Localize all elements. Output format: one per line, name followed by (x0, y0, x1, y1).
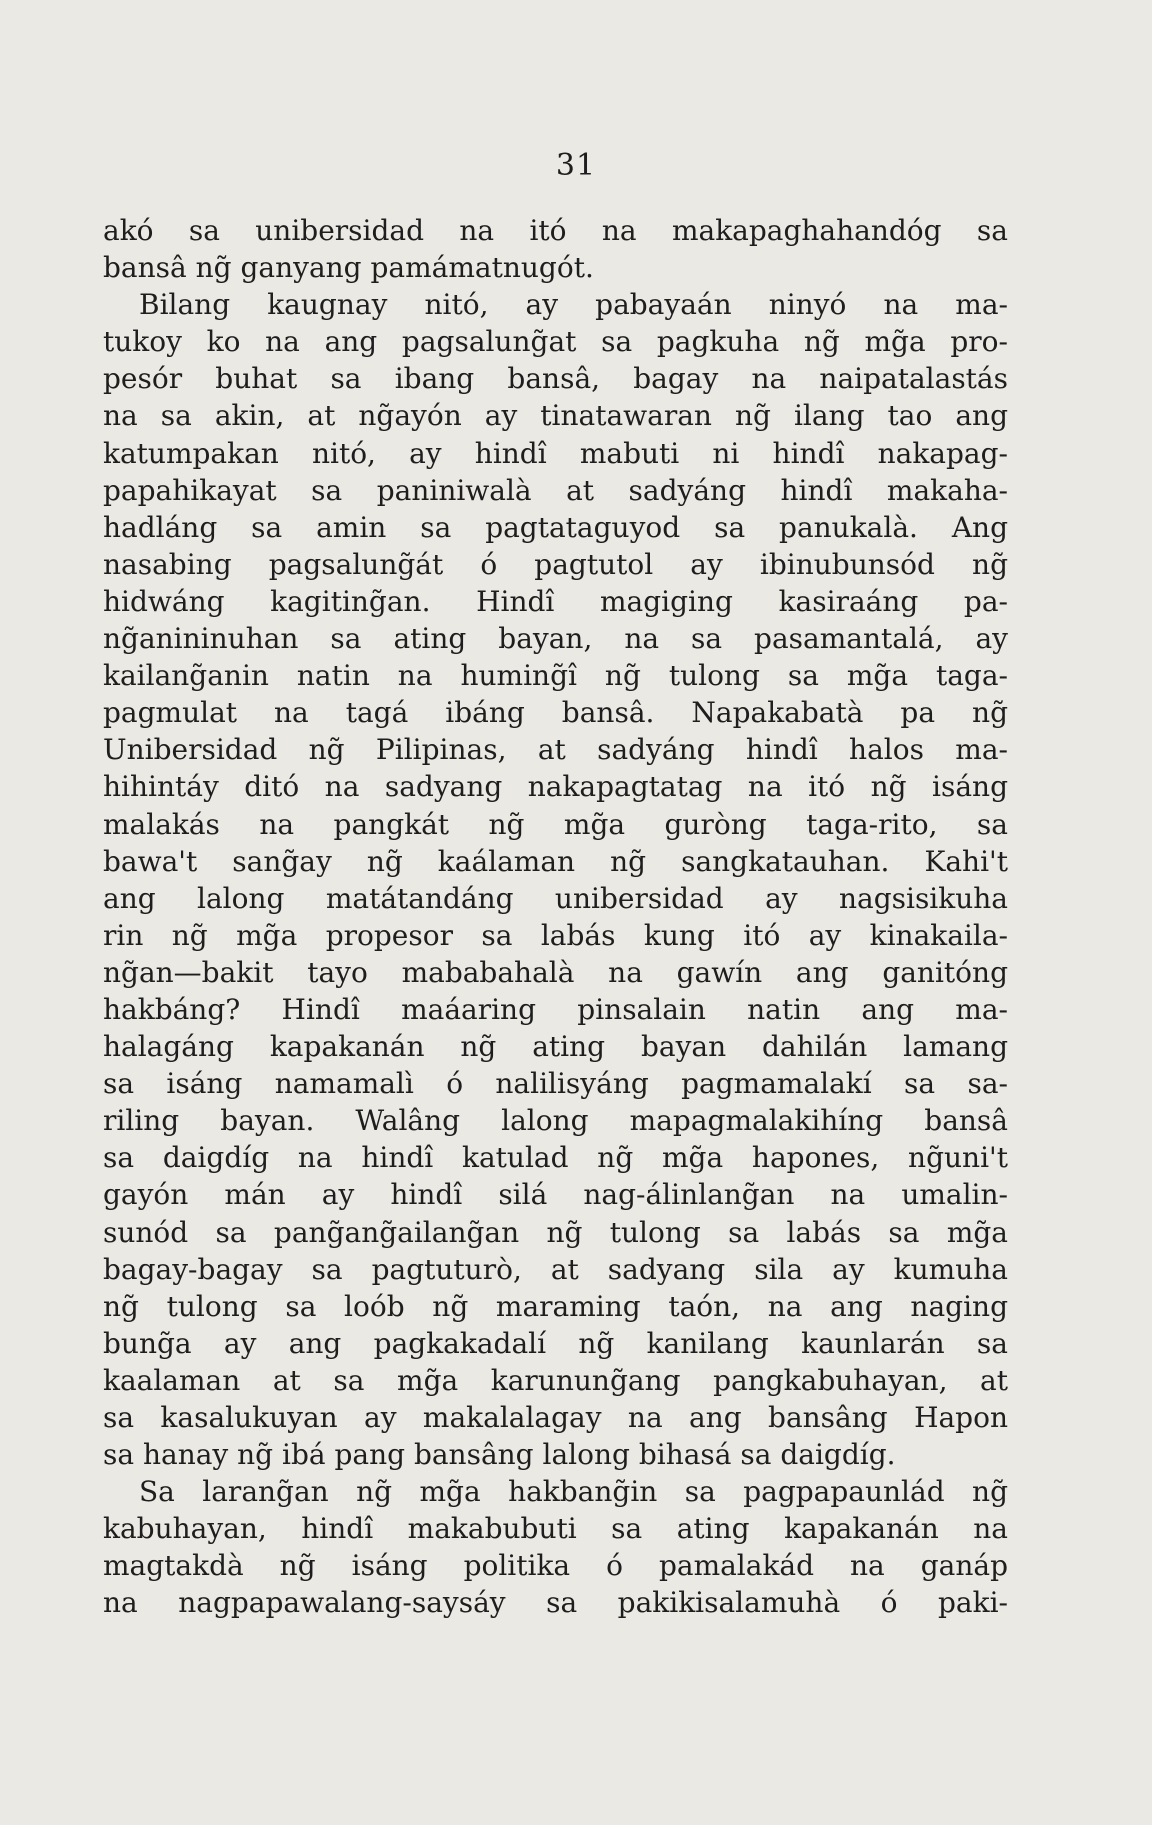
text-line: akó sa unibersidad na itó na makapaghahandóg sa (103, 214, 1008, 247)
text-line: kaalaman at sa mg̃a karunung̃ang pangkabuhayan, at (103, 1363, 1008, 1397)
text-line: sa daigdíg na hindî katulad ng̃ mg̃a hapones, ng̃uni't (103, 1141, 1008, 1175)
body-text (103, 212, 1008, 1622)
text-line: sa isáng namamalì ó nalilisyáng pagmamalakí sa sa- (103, 1067, 1008, 1101)
text-line: hadláng sa amin sa pagtataguyod sa panukalà. Ang (103, 510, 1008, 544)
text-line: hihintáy ditó na sadyang nakapagtatag na itó ng̃ isáng (103, 770, 1008, 804)
text-line: papahikayat sa paniniwalà at sadyáng hindî makaha- (103, 473, 1008, 507)
text-line: ng̃an—bakit tayo mababahalà na gawín ang ganitóng (103, 955, 1008, 989)
text-line: na nagpapawalang-saysáy sa pakikisalamuhà ó paki- (103, 1586, 1008, 1620)
text-line: kabuhayan, hindî makabubuti sa ating kapakanán na (103, 1512, 1008, 1546)
text-line: pesór buhat sa ibang bansâ, bagay na naipatalastás (103, 362, 1008, 396)
text-line: tukoy ko na ang pagsalung̃at sa pagkuha ng̃ mg̃a pro- (103, 325, 1008, 359)
text-line: Unibersidad ng̃ Pilipinas, at sadyáng hindî halos ma- (103, 733, 1008, 767)
text-line: rin ng̃ mg̃a propesor sa labás kung itó ay kinakaila- (103, 918, 1008, 952)
text-line: Bilang kaugnay nitó, ay pabayaán ninyó na ma- (139, 288, 1008, 322)
text-line: sa hanay ng̃ ibá pang bansâng lalong bihasá sa daigdíg. (103, 1438, 896, 1472)
text-line: riling bayan. Walâng lalong mapagmalakihíng bansâ (103, 1104, 1008, 1138)
text-line: Sa larang̃an ng̃ mg̃a hakbang̃in sa pagpapaunlád ng̃ (139, 1475, 1008, 1509)
text-line: malakás na pangkát ng̃ mg̃a guròng taga-rito, sa (103, 807, 1008, 841)
text-line: sunód sa pang̃ang̃ailang̃an ng̃ tulong sa labás sa mg̃a (103, 1215, 1008, 1249)
text-line: sa kasalukuyan ay makalalagay na ang bansâng Hapon (103, 1401, 1008, 1434)
text-line: bawa't sang̃ay ng̃ kaálaman ng̃ sangkatauhan. Kahi't (103, 844, 1008, 878)
text-line: bagay-bagay sa pagtuturò, at sadyang sila ay kumuha (103, 1252, 1008, 1286)
text-line: katumpakan nitó, ay hindî mabuti ni hindî nakapag- (103, 436, 1008, 470)
text-line: pagmulat na tagá ibáng bansâ. Napakabatà pa ng̃ (103, 696, 1008, 730)
text-line: hakbáng? Hindî maáaring pinsalain natin ang ma- (103, 992, 1008, 1026)
text-line: na sa akin, at ng̃ayón ay tinatawaran ng̃ ilang tao ang (103, 399, 1008, 433)
text-line: hidwáng kagiting̃an. Hindî magiging kasiraáng pa- (103, 584, 1008, 618)
text-line: ng̃anininuhan sa ating bayan, na sa pasamantalá, ay (103, 622, 1008, 656)
text-line: nasabing pagsalung̃át ó pagtutol ay ibinubunsód ng̃ (103, 547, 1008, 581)
text-line: bung̃a ay ang pagkakadalí ng̃ kanilang kaunlarán sa (103, 1326, 1008, 1360)
text-line: gayón mán ay hindî silá nag-álinlang̃an na umalin- (103, 1178, 1008, 1212)
page-number: 31 (555, 148, 597, 183)
text-line: magtakdà ng̃ isáng politika ó pamalakád na ganáp (103, 1549, 1008, 1583)
text-line: ang lalong matátandáng unibersidad ay nagsisikuha (103, 881, 1008, 915)
text-line: kailang̃anin natin na huming̃î ng̃ tulong sa mg̃a taga- (103, 659, 1008, 693)
text-line: halagáng kapakanán ng̃ ating bayan dahilán lamang (103, 1030, 1008, 1064)
text-line: bansâ ng̃ ganyang pamámatnugót. (103, 251, 594, 285)
text-line: ng̃ tulong sa loób ng̃ maraming taón, na ang naging (103, 1289, 1008, 1323)
